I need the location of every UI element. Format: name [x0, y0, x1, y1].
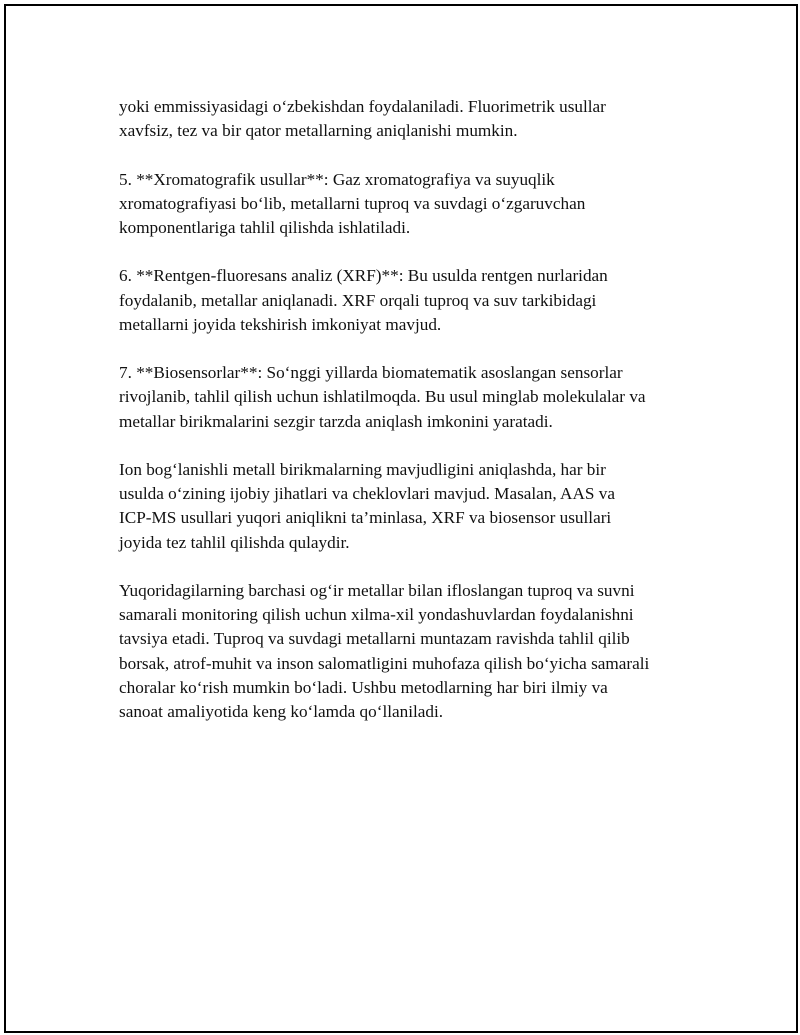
paragraph-chromatographic-methods: 5. **Xromatografik usullar**: Gaz xromatografiya va suyuqlik xromatografiyasi bo‘lib, metallarni tuproq va suvdagi o‘zgaruvchan komponentlariga tahlil qilishda ishlatiladi. — [119, 169, 586, 237]
document-page — [4, 4, 798, 1033]
paragraph-conclusion: Yuqoridagilarning barchasi og‘ir metallar bilan ifloslangan tuproq va suvni samarali monitoring qilish uchun xilma-xil yondashuvlardan foydalanishni tavsiya etadi. Tuproq va suvdagi metallarni muntazam ravishda tahlil qilib borsak, atrof-muhit va inson salomatligini muhofaza qilish bo‘yicha samarali choralar ko‘rish mumkin bo‘ladi. Ushbu metodlarning har biri ilmiy va sanoat amaliyotida keng ko‘lamda qo‘llaniladi. — [119, 580, 650, 721]
paragraph-fluorimetric-continuation: yoki emmissiyasidagi o‘zbekishdan foydalaniladi. Fluorimetrik usullar xavfsiz, tez va bir qator metallarning aniqlanishi mumkin. — [119, 97, 606, 141]
paragraph-method-comparison: Ion bog‘lanishli metall birikmalarning mavjudligini aniqlashda, har bir usulda o‘zining ijobiy jihatlari va cheklovlari mavjud. Masalan, AAS va ICP-MS usullari yuqori aniqlikni ta’minlasa, XRF va biosensor usullari joyida tez tahlil qilishda qulaydir. — [119, 459, 615, 552]
document-body — [119, 95, 719, 748]
paragraph-biosensors: 7. **Biosensorlar**: So‘nggi yillarda biomatematik asoslangan sensorlar rivojlanib, tahlil qilish uchun ishlatilmoqda. Bu usul minglab molekulalar va metallar birikmalarini sezgir tarzda aniqlash imkonini yaratadi. — [119, 363, 646, 431]
paragraph-xrf-analysis: 6. **Rentgen-fluoresans analiz (XRF)**: Bu usulda rentgen nurlaridan foydalanib, metallar aniqlanadi. XRF orqali tuproq va suv tarkibidagi metallarni joyida tekshirish imkoniyat mavjud. — [119, 266, 608, 334]
